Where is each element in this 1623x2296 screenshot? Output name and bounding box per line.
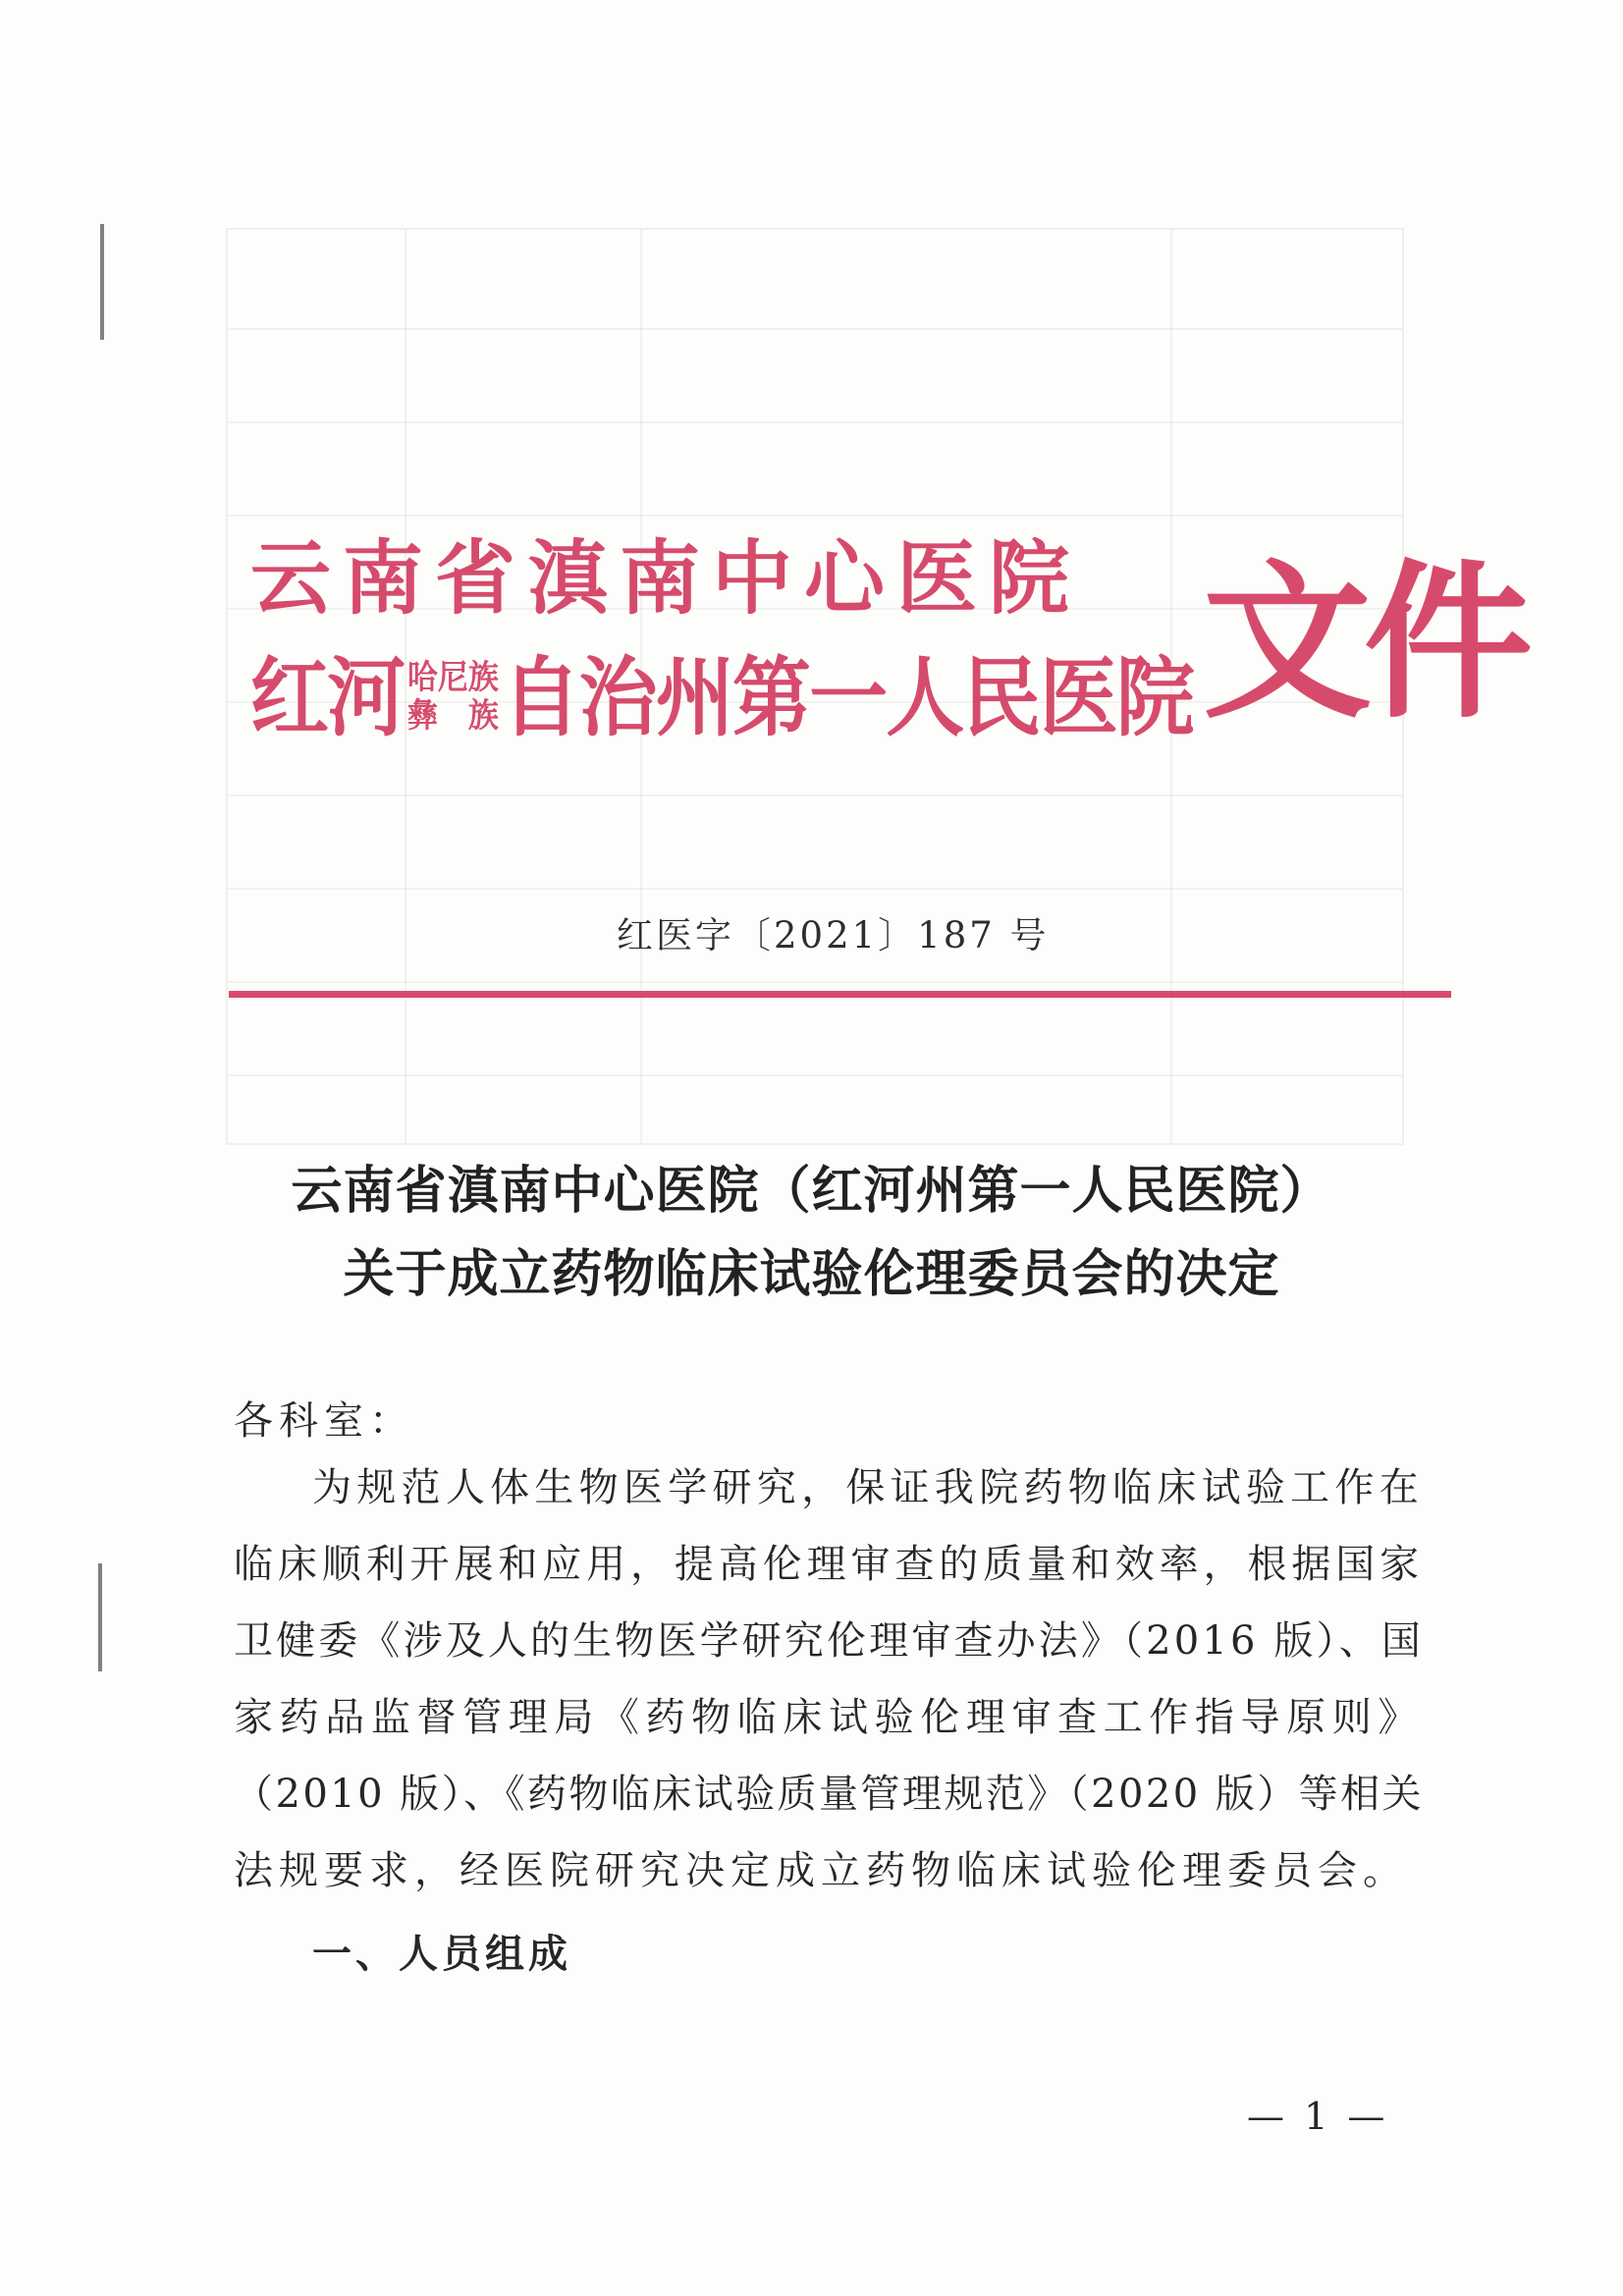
- paragraph-line-6: [234, 1848, 1424, 1893]
- paragraph-line-1: [312, 1465, 1424, 1510]
- paragraph-line-1-text: 为规范人体生物医学研究，保证我院药物临床试验工作在: [312, 1465, 1424, 1510]
- header-ethnic-stack: [407, 659, 499, 736]
- red-separator-rule: [229, 991, 1451, 998]
- paragraph-line-3: [234, 1618, 1424, 1664]
- binding-mark-top: [100, 224, 104, 340]
- section-heading: 一、人员组成: [312, 1931, 571, 1977]
- header-line-2-part1: 红河: [250, 646, 405, 748]
- header-line-2: [250, 643, 1193, 751]
- paragraph-line-4-text: 家药品监督管理局《药物临床试验伦理审查工作指导原则》: [234, 1695, 1424, 1740]
- paragraph-line-2-text: 临床顺利开展和应用，提高伦理审查的质量和效率，根据国家: [234, 1542, 1424, 1587]
- paragraph-line-2: [234, 1542, 1424, 1587]
- document-number: 红医字〔2021〕187 号: [617, 914, 1050, 957]
- header-wenjian: 文件: [1203, 542, 1525, 741]
- header-line-1: 云南省滇南中心医院: [250, 531, 1082, 626]
- header-stack-bottom: 彝 族: [407, 696, 499, 736]
- header-stack-top: 哈尼族: [407, 657, 499, 697]
- document-title-line-2: 关于成立药物临床试验伦理委员会的决定: [343, 1244, 1280, 1304]
- salutation: 各科室：: [234, 1398, 414, 1444]
- paragraph-line-6-text: 法规要求，经医院研究决定成立药物临床试验伦理委员会。: [234, 1848, 1408, 1893]
- paragraph-line-4: [234, 1695, 1424, 1740]
- document-title-line-1: 云南省滇南中心医院（红河州第一人民医院）: [291, 1161, 1332, 1221]
- header-line-2-part2: 自治州第一人民医院: [502, 646, 1193, 748]
- binding-mark-bottom: [98, 1563, 102, 1671]
- page-number: — 1 —: [1247, 2095, 1389, 2138]
- paragraph-line-5: [234, 1772, 1424, 1817]
- paragraph-line-3-text: 卫健委《涉及人的生物医学研究伦理审查办法》（2016 版）、国: [234, 1618, 1424, 1664]
- paragraph-line-5-text: （2010 版）、《药物临床试验质量管理规范》（2020 版）等相关: [234, 1772, 1424, 1817]
